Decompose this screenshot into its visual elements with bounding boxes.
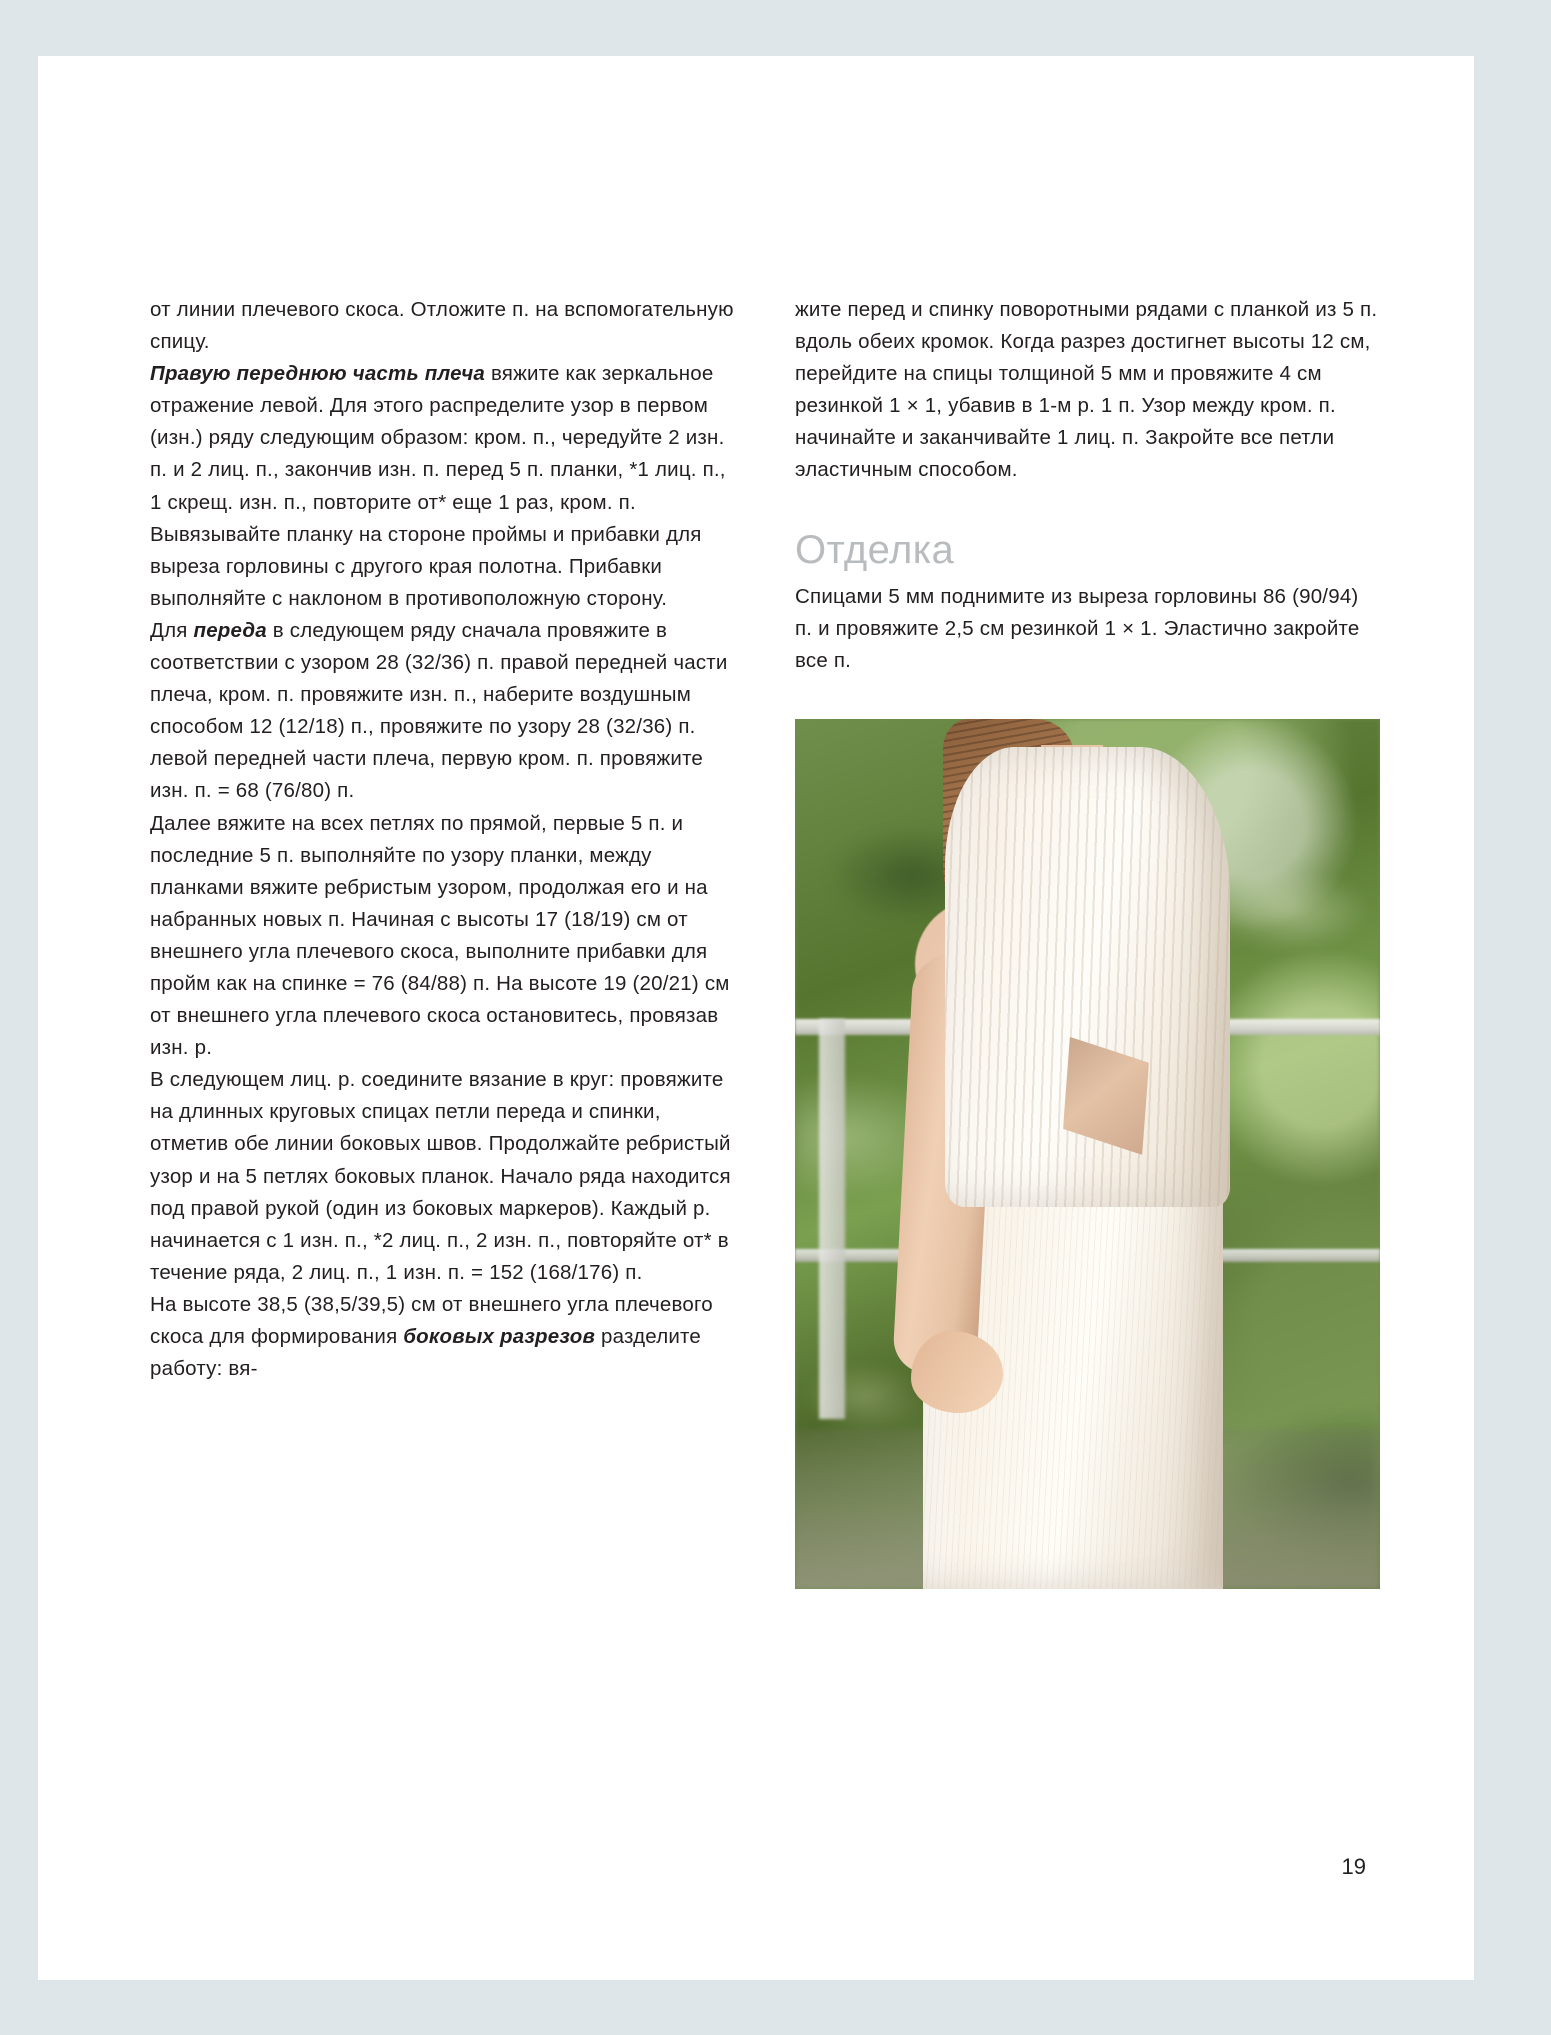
paragraph: Далее вяжите на всех петлях по прямой, первые 5 п. и последние 5 п. выполняйте по узору планки, между планками вяжите ребристым узором, продолжая его и на набранных новых п. Начиная с высоты 17 (18/19) см от внешнего угла плечевого скоса, выполните прибавки для пройм как на спинке = 76 (84/88) п. На высоте 19 (20/21) см от внешнего угла плечевого скоса остановитесь, провязав изн. р. — [150, 811, 730, 1060]
paragraph-text-lead: Для — [150, 618, 194, 642]
paragraph: Вывязывайте планку на стороне проймы и прибавки для выреза горловины с другого края полотна. Прибавки выполняйте с наклоном в противоположную сторону. — [150, 522, 702, 610]
emphasis-front: переда — [193, 618, 267, 642]
section-heading-finishing: Отделка — [795, 527, 955, 572]
paragraph-side-slits — [150, 1289, 735, 1385]
paragraph-right-shoulder — [150, 358, 735, 518]
paragraph-text: вяжите как зеркальное отражение левой. Для этого распределите узор в первом (изн.) ряду следующим образом: кром. п., чередуйте 2 изн. п. и 2 лиц. п., закончив изн. п. перед 5 п. планки, *1 лиц. п., 1 скрещ. изн. п., повторите от* еще 1 раз, кром. п. — [150, 362, 726, 514]
emphasis-right-front-shoulder: Правую переднюю часть плеча — [150, 362, 486, 386]
paragraph: Спицами 5 мм поднимите из выреза горловины 86 (90/94) п. и провяжите 2,5 см резинкой 1 × 1. Эластично закройте все п. — [795, 584, 1360, 672]
right-text-column — [795, 294, 1380, 1589]
emphasis-side-slits: боковых разрезов — [403, 1325, 596, 1348]
paragraph: В следующем лиц. р. соедините вязание в круг: провяжите на длинных круговых спицах петли переда и спинки, отметив обе линии боковых швов. Продолжайте ребристый узор и на 5 петлях боковых планок. Начало ряда находится под правой рукой (один из боковых маркеров). Каждый р. начинается с 1 изн. п., *2 лиц. п., 2 изн. п., повторяйте от* в течение ряда, 2 лиц. п., 1 изн. п. = 152 (168/176) п. — [150, 1068, 731, 1284]
paragraph-text-lead: На высоте 38,5 (38,5/39,5) см от внешнего угла плечевого скоса для формирования — [150, 1292, 713, 1348]
paragraph-text: в следующем ряду сначала провяжите в соответствии с узором 28 (32/36) п. правой передней части плеча, кром. п. провяжите изн. п., наберите воздушным способом 12 (12/18) п., провяжите по узору 28 (32/36) п. левой передней части плеча, первую кром. п. провяжите изн. п. = 68 (76/80) п. — [150, 618, 728, 803]
paragraph-front — [150, 615, 735, 808]
paragraph: от линии плечевого скоса. Отложите п. на вспомогательную спицу. — [150, 298, 734, 354]
photo-railing-post — [819, 1019, 845, 1419]
photo-knitted-top — [945, 747, 1230, 1207]
model-wearing-knitted-top-and-skirt-photo — [795, 719, 1380, 1589]
left-text-column — [150, 294, 735, 1589]
page-content — [150, 294, 1380, 1589]
document-page — [38, 56, 1474, 1980]
paragraph-text: разделите работу: вя- — [150, 1325, 701, 1381]
page-number: 19 — [1341, 1854, 1366, 1879]
paragraph: жите перед и спинку поворотными рядами с планкой из 5 п. вдоль обеих кромок. Когда разрез достигнет высоты 12 см, перейдите на спицы толщиной 5 мм и провяжите 4 см резинкой 1 × 1, убавив в 1-м р. 1 п. Узор между кром. п. начинайте и заканчивайте 1 лиц. п. Закройте все петли эластичным способом. — [795, 298, 1378, 482]
